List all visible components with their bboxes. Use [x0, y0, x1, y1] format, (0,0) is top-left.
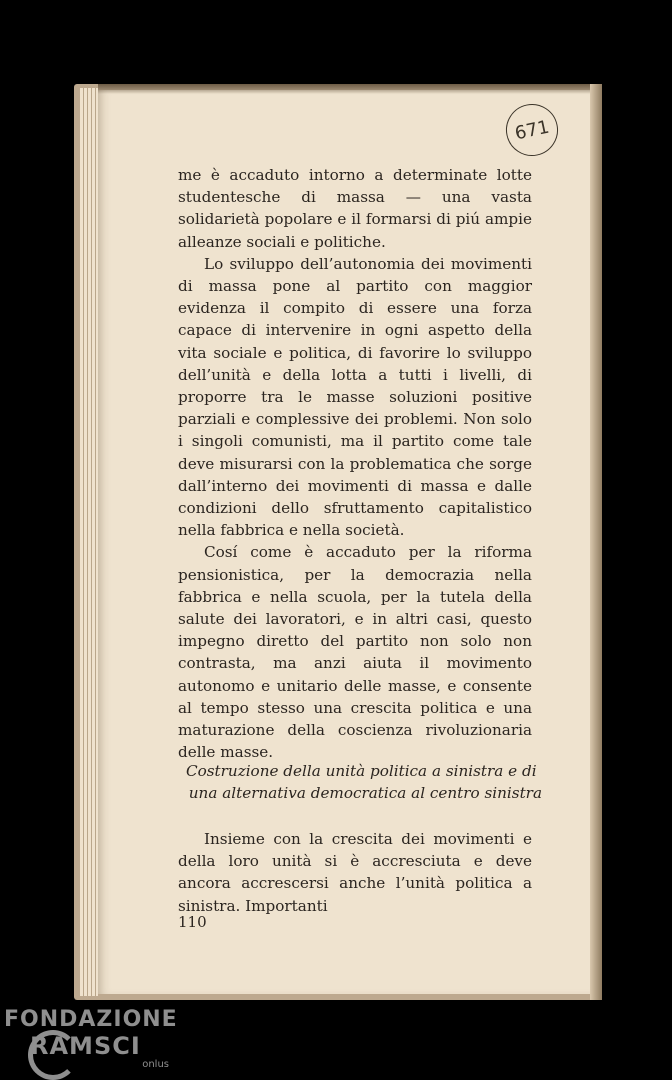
- paragraph-3: Cosí come è accaduto per la riforma pensionistica, per la democrazia nella fabbrica e nella scuola, per la tutela della salute dei lavoratori, e in altri casi, questo impegno diretto del partito non solo non contrasta, ma anzi aiuta il movimento autonomo e unitario delle masse, e consente al tempo stesso una crescita politica e una maturazione della coscienza rivoluzionaria delle masse.: [178, 543, 532, 762]
- section-heading-line-2: una alternativa democratica al centro sinistra: [188, 784, 542, 802]
- paragraph-2: Lo sviluppo dell’autonomia dei movimenti di massa pone al partito con maggior evidenza il compito di essere una forza capace di intervenire in ogni aspetto della vita sociale e politica, di favorire lo sviluppo dell’unità e della lotta a tutti i livelli, di proporre tra le masse soluzioni positive parziali e complessive dei problemi. Non solo i singoli comunisti, ma il partito come tale deve misurarsi con la problematica che sorge dall’interno dei movimenti di massa e dalle condizioni dello sfruttamento capitalistico nella fabbrica e nella società.: [178, 254, 532, 540]
- top-shadow: [98, 84, 598, 94]
- closing-text: [178, 828, 532, 917]
- page-number: 110: [178, 913, 207, 931]
- folio-number: 671: [513, 116, 551, 144]
- section-heading-line-1: Costruzione della unità politica a sinistra e di: [186, 762, 537, 780]
- paragraph-4: Insieme con la crescita dei movimenti e della loro unità si è accresciuta e deve ancora accrescersi anche l’unità politica a sinistra. Importanti: [178, 830, 532, 915]
- logo-line-1: FONDAZIONE: [4, 1007, 178, 1032]
- foundation-logo: [4, 1006, 178, 1076]
- logo-line-2: RAMSCI: [30, 1032, 141, 1060]
- section-heading: [186, 760, 542, 804]
- right-spine: [590, 84, 602, 1000]
- paragraph-1: me è accaduto intorno a determinate lotte studentesche di massa — una vasta solidarietà popolare e il formarsi di piú ampie alleanze sociali e politiche.: [178, 166, 532, 251]
- page-edges: [80, 88, 98, 996]
- body-text: [178, 164, 532, 763]
- logo-tag: onlus: [142, 1059, 169, 1070]
